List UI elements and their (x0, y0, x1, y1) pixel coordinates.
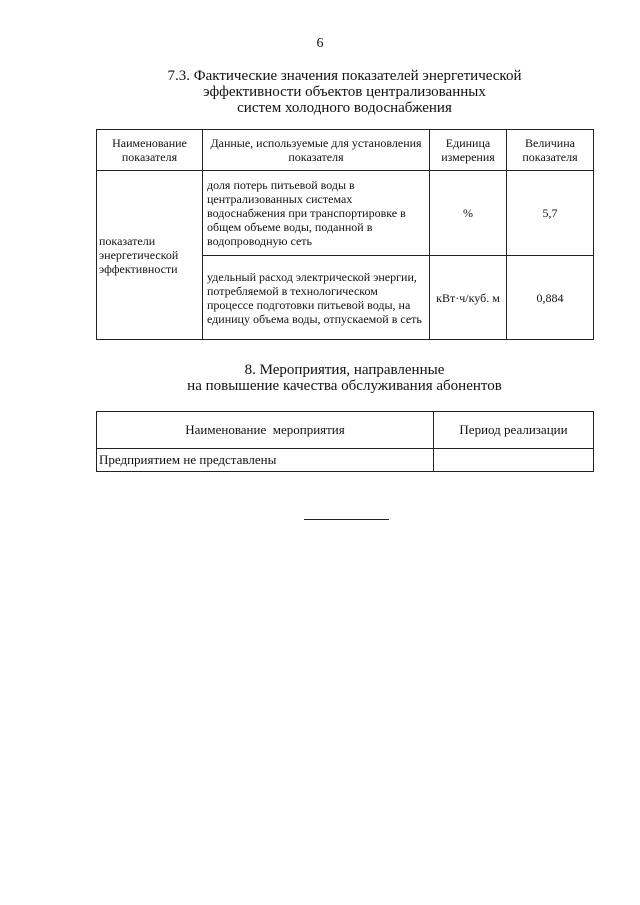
energy-efficiency-table (96, 129, 594, 340)
indicator-value: 5,7 (507, 171, 594, 256)
section-7-3-heading (96, 68, 593, 116)
end-divider-line (304, 519, 389, 520)
header-source-data: Данные, используемые для установления показателя (203, 130, 430, 171)
indicator-value: 0,884 (507, 256, 594, 340)
section-8-heading (96, 362, 593, 394)
page-number: 6 (316, 36, 324, 51)
table-header-row (97, 130, 594, 171)
measures-table (96, 411, 594, 472)
table-row (97, 171, 594, 256)
indicator-group-cell: показатели энергетической эффективности (97, 171, 203, 340)
section-7-3-heading-line-3: систем холодного водоснабжения (237, 100, 452, 116)
section-8-heading-line-1: 8. Мероприятия, направленные (244, 362, 445, 378)
header-period: Период реализации (434, 412, 594, 449)
measure-name: Предприятием не представлены (97, 449, 434, 472)
section-7-3-heading-line-1: 7.3. Фактические значения показателей энергетической (167, 68, 522, 84)
table-row (97, 449, 594, 472)
indicator-unit: % (430, 171, 507, 256)
header-measure-name: Наименование мероприятия (97, 412, 434, 449)
header-unit: Единица измерения (430, 130, 507, 171)
indicator-description: доля потерь питьевой воды в централизованных системах водоснабжения при транспортировке в общем объеме воды, поданной в водопроводную сеть (203, 171, 430, 256)
header-indicator-name: Наименование показателя (97, 130, 203, 171)
header-value: Величина показателя (507, 130, 594, 171)
section-7-3-heading-line-2: эффективности объектов централизованных (203, 84, 486, 100)
measure-period (434, 449, 594, 472)
table-header-row (97, 412, 594, 449)
indicator-unit: кВт·ч/куб. м (430, 256, 507, 340)
section-8-heading-line-2: на повышение качества обслуживания абонентов (187, 378, 502, 394)
indicator-description: удельный расход электрической энергии, потребляемой в технологическом процессе подготовки питьевой воды, на единицу объема воды, отпускаемой в сеть (203, 256, 430, 340)
